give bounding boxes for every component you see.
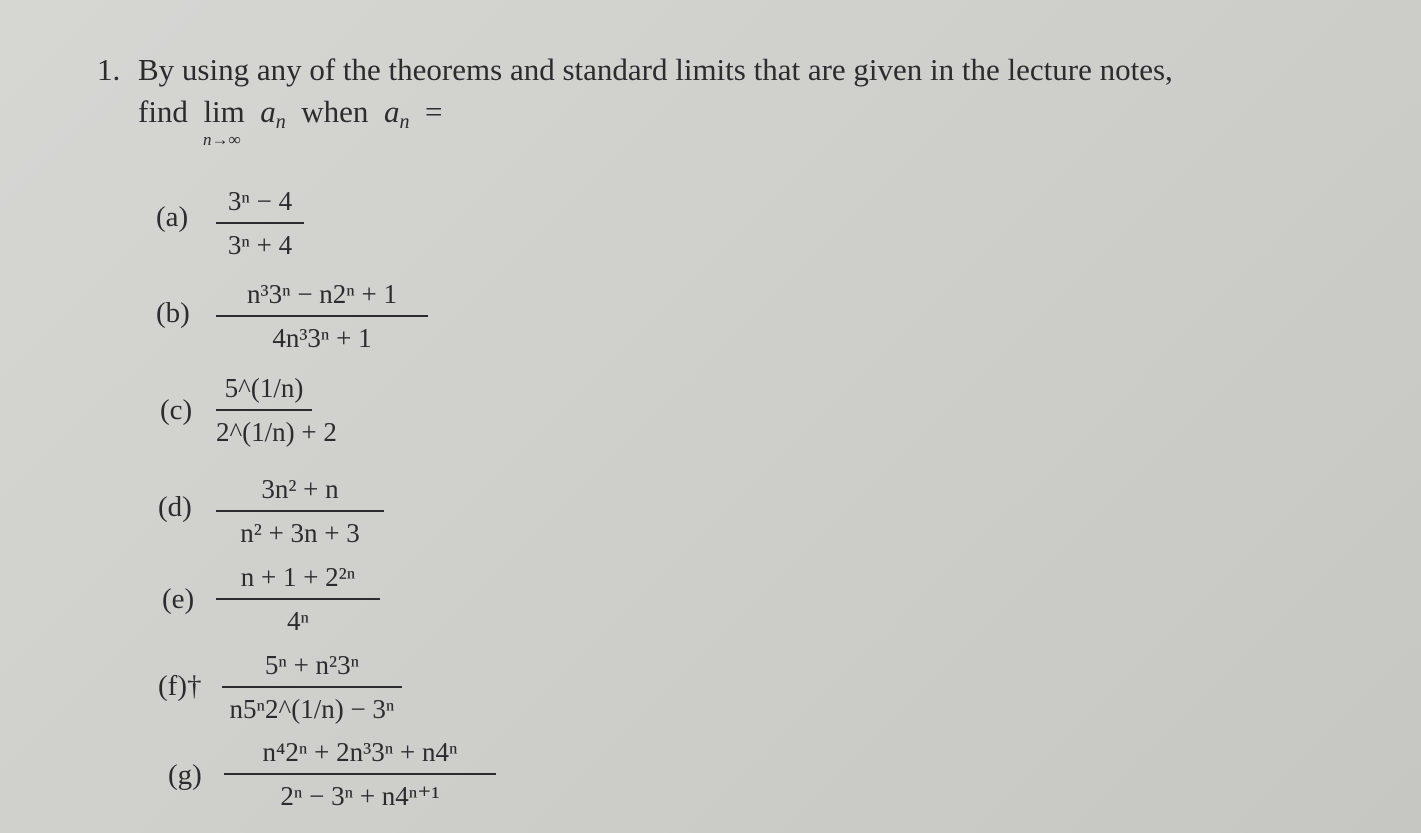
part-d-label: (d) <box>158 491 192 523</box>
lim-word: lim <box>203 94 245 129</box>
lim-subscript: n→∞ <box>203 130 241 149</box>
part-g-fraction <box>224 734 496 814</box>
part-c-numerator: 5^(1/n) <box>224 373 304 403</box>
problem-question <box>138 94 442 134</box>
part-a-denominator: 3ⁿ + 4 <box>227 230 293 260</box>
a-n-symbol: $a_n$ <box>260 94 286 133</box>
part-d-numerator: 3n² + n <box>261 474 339 504</box>
part-a-numerator: 3ⁿ − 4 <box>227 186 293 216</box>
part-f-denominator: n5ⁿ2^(1/n) − 3ⁿ <box>229 694 395 724</box>
part-f-label: (f)† <box>158 670 202 702</box>
part-g-denominator: 2ⁿ − 3ⁿ + n4ⁿ⁺¹ <box>280 781 440 811</box>
part-c-denominator: 2^(1/n) + 2 <box>216 417 337 447</box>
fraction-bar <box>224 773 496 775</box>
part-f-fraction <box>222 647 402 727</box>
part-e-fraction <box>216 559 380 639</box>
part-g-label: (g) <box>168 759 202 791</box>
fraction-bar <box>216 222 304 224</box>
part-d-denominator: n² + 3n + 3 <box>240 518 360 548</box>
part-c-label: (c) <box>160 394 193 426</box>
part-b-numerator: n³3ⁿ − n2ⁿ + 1 <box>246 279 398 309</box>
problem-intro: By using any of the theorems and standard limits that are given in the lecture notes, <box>138 52 1173 87</box>
when-word: when <box>301 94 369 129</box>
fraction-bar <box>216 315 428 317</box>
part-b-fraction <box>216 276 428 356</box>
find-word: find <box>138 94 188 129</box>
part-e-label: (e) <box>162 583 195 615</box>
a-n-symbol-2: $a_n$ <box>383 94 410 133</box>
part-f-numerator: 5ⁿ + n²3ⁿ <box>264 650 360 680</box>
part-a-fraction <box>216 183 304 263</box>
fraction-bar <box>216 598 380 600</box>
fraction-bar <box>216 510 384 512</box>
part-e-numerator: n + 1 + 2²ⁿ <box>240 562 356 592</box>
part-b-label: (b) <box>156 297 190 329</box>
problem-number: 1. <box>97 52 121 87</box>
fraction-bar <box>222 686 402 688</box>
part-g-numerator: n⁴2ⁿ + 2n³3ⁿ + n4ⁿ <box>262 737 458 767</box>
part-d-fraction <box>216 471 384 551</box>
fraction-bar <box>216 409 312 411</box>
part-e-denominator: 4ⁿ <box>286 606 309 636</box>
part-a-label: (a) <box>156 201 189 233</box>
part-b-denominator: 4n³3ⁿ + 1 <box>272 323 372 353</box>
equals-sign: = <box>424 94 443 129</box>
part-c-fraction <box>216 370 337 450</box>
